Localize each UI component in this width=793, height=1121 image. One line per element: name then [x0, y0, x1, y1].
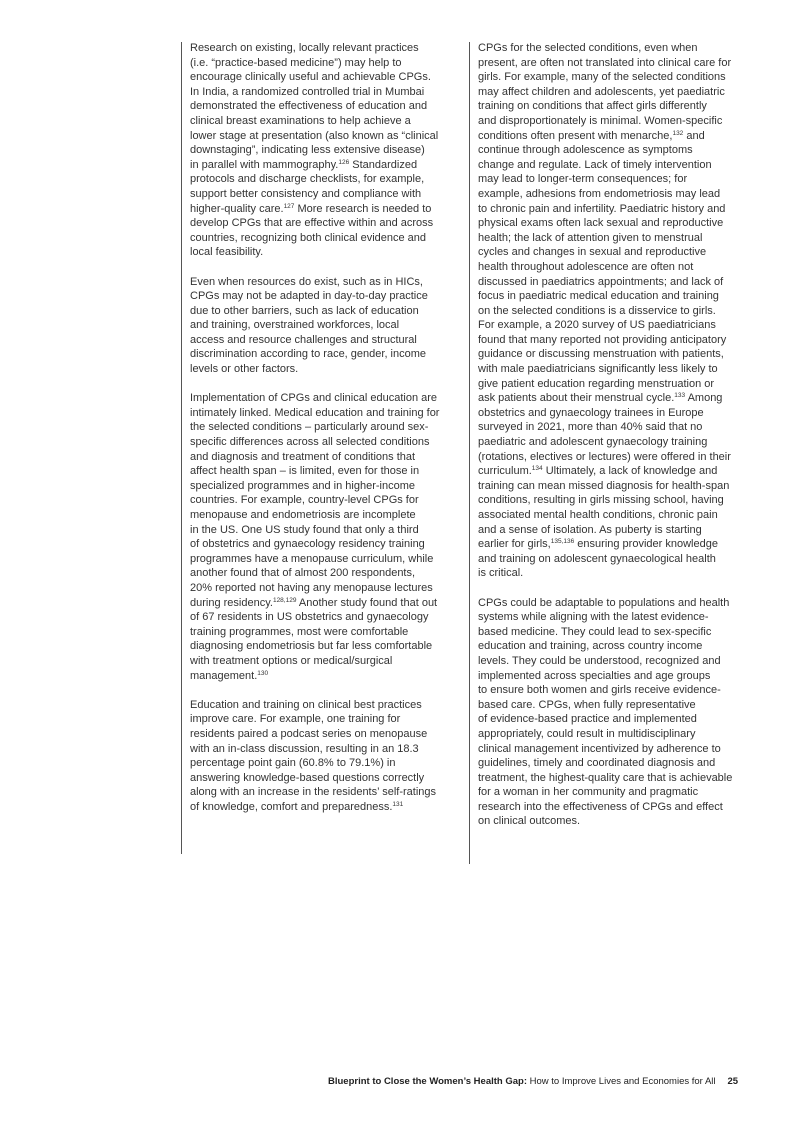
page-footer	[328, 1076, 738, 1087]
text-line: residents paired a podcast series on menopause	[190, 727, 428, 740]
footnote-reference: 134	[531, 465, 543, 473]
footer-title-rest: How to Improve Lives and Economies for All	[527, 1076, 716, 1087]
text-line: physical exams often lack sexual and reproductive	[478, 217, 724, 230]
text-line: intimately linked. Medical education and training for	[190, 406, 440, 419]
text-line: is critical.	[478, 567, 524, 580]
text-line: and diagnosis and treatment of conditions that	[190, 450, 416, 463]
text-line	[190, 158, 475, 173]
paragraph	[190, 41, 475, 260]
text-segment: in parallel with mammography.	[190, 158, 339, 171]
text-line: Research on existing, locally relevant practices	[190, 42, 419, 54]
text-line: Implementation of CPGs and clinical education are	[190, 392, 438, 405]
text-line: programmes have a menopause curriculum, while	[190, 552, 434, 565]
text-line: and training on adolescent gynaecological health	[478, 552, 716, 565]
text-line: discussed in paediatrics appointments; and lack of	[478, 275, 724, 288]
left-column	[190, 41, 475, 829]
text-line: and training, overstrained workforces, local	[190, 319, 400, 332]
text-segment: higher-quality care.	[190, 202, 284, 215]
text-segment: earlier for girls,	[478, 538, 551, 551]
text-line: In India, a randomized controlled trial in Mumbai	[190, 85, 425, 98]
footer-title-bold: Blueprint to Close the Women’s Health Gap:	[328, 1076, 527, 1087]
text-segment: management.	[190, 669, 258, 682]
text-line: guidelines, timely and coordinated diagnosis and	[478, 757, 716, 770]
text-line: due to other barriers, such as lack of education	[190, 304, 419, 317]
text-line	[478, 464, 768, 479]
text-line	[478, 537, 768, 552]
paragraph	[190, 391, 475, 683]
paragraph	[190, 698, 475, 815]
footnote-reference: 133	[674, 392, 686, 400]
text-line: health; the lack of attention given to menstrual	[478, 231, 703, 244]
text-line: may lead to longer-term consequences; for	[478, 173, 688, 186]
text-line: discrimination according to race, gender, income	[190, 348, 427, 361]
text-line: menopause and endometriosis are incomplete	[190, 509, 416, 521]
text-line: continue through adolescence as symptoms	[478, 144, 693, 157]
text-line: CPGs may not be adapted in day-to-day practice	[190, 290, 428, 303]
text-line: CPGs for the selected conditions, even when	[478, 42, 698, 54]
text-line: training programmes, most were comfortable	[190, 625, 409, 638]
text-line: diagnosing endometriosis but far less comfortable	[190, 640, 433, 653]
text-line: clinical breast examinations to help achieve a	[190, 114, 411, 127]
left-column-rule	[181, 42, 182, 854]
text-segment: Standardized	[349, 158, 418, 171]
text-line: countries, recognizing both clinical evidence and	[190, 231, 427, 244]
text-line: associated mental health conditions, chronic pain	[478, 509, 718, 521]
text-line: downstaging”, indicating less extensive disease)	[190, 144, 425, 157]
text-line: treatment, the highest-quality care that is achievable	[478, 771, 733, 784]
page-number: 25	[727, 1076, 739, 1087]
text-line: of 67 residents in US obstetrics and gynaecology	[190, 611, 429, 624]
text-segment: conditions often present with menarche,	[478, 129, 673, 142]
text-segment: ask patients about their menstrual cycle.	[478, 392, 675, 405]
right-column	[478, 41, 768, 844]
text-line: answering knowledge-based questions correctly	[190, 771, 425, 784]
text-line: Education and training on clinical best practices	[190, 698, 422, 711]
text-line: another found that of almost 200 respondents,	[190, 567, 416, 580]
text-line: with treatment options or medical/surgical	[190, 654, 393, 667]
text-line: health throughout adolescence are often not	[478, 260, 694, 273]
paragraph	[478, 596, 768, 830]
text-line: give patient education regarding menstruation or	[478, 377, 715, 390]
text-line: specific differences across all selected conditions	[190, 436, 430, 449]
text-line: demonstrated the effectiveness of education and	[190, 100, 428, 113]
text-line: training can mean missed diagnosis for health-span	[478, 479, 730, 492]
text-line: develop CPGs that are effective within and across	[190, 217, 434, 230]
text-line: example, adhesions from endometriosis may lead	[478, 187, 721, 200]
text-line: (i.e. “practice-based medicine”) may help to	[190, 56, 402, 69]
text-line: for a woman in her community and pragmatic	[478, 786, 699, 799]
paragraph	[190, 275, 475, 377]
footnote-reference: 132	[672, 129, 684, 137]
text-line: girls. For example, many of the selected conditions	[478, 71, 726, 84]
text-line	[190, 596, 475, 611]
footnote-reference: 135,136	[550, 538, 575, 546]
text-segment: during residency.	[190, 596, 273, 609]
text-line: levels or other factors.	[190, 363, 299, 376]
text-line: levels. They could be understood, recognized and	[478, 654, 721, 667]
text-line: to chronic pain and infertility. Paediatric history and	[478, 202, 726, 215]
text-line: in the US. One US study found that only a third	[190, 523, 419, 536]
text-line: systems while aligning with the latest evidence-	[478, 611, 709, 624]
text-segment: Among	[685, 392, 723, 405]
footnote-reference: 130	[257, 669, 269, 677]
text-line: present, are often not translated into clinical care for	[478, 56, 732, 69]
text-line: with an in-class discussion, resulting in an 18.3	[190, 742, 419, 755]
text-line: percentage point gain (60.8% to 79.1%) in	[190, 757, 396, 770]
footnote-reference: 127	[283, 202, 295, 210]
text-line	[478, 391, 768, 406]
footnote-reference: 128,129	[272, 596, 297, 604]
text-line: along with an increase in the residents’ self-ratings	[190, 786, 437, 799]
text-line: CPGs could be adaptable to populations and health	[478, 596, 730, 609]
text-line: guidance or discussing menstruation with patients,	[478, 348, 724, 361]
text-line: support better consistency and compliance with	[190, 187, 422, 200]
text-line: and disproportionately is minimal. Women-specific	[478, 114, 723, 127]
text-line: change and regulate. Lack of timely intervention	[478, 158, 712, 171]
text-line: surveyed in 2021, more than 40% said that no	[478, 421, 703, 434]
text-line	[190, 800, 475, 815]
text-line: based medicine. They could lead to sex-specific	[478, 625, 712, 638]
text-line: education and training, across country income	[478, 640, 703, 653]
text-line: focus in paediatric medical education and training	[478, 290, 719, 303]
footnote-reference: 126	[338, 158, 350, 166]
text-line: For example, a 2020 survey of US paediatricians	[478, 319, 716, 332]
footnote-reference: 131	[392, 800, 404, 808]
text-line: local feasibility.	[190, 246, 264, 259]
paragraph	[478, 41, 768, 581]
text-line: may affect children and adolescents, yet paediatric	[478, 85, 725, 98]
text-line: improve care. For example, one training for	[190, 713, 401, 726]
text-line: countries. For example, country-level CPGs for	[190, 494, 419, 507]
text-line: found that many reported not providing anticipatory	[478, 333, 727, 346]
text-line: affect health span – is limited, even for those in	[190, 465, 420, 478]
text-line: conditions, resulting in girls missing school, having	[478, 494, 724, 507]
text-line	[190, 202, 475, 217]
text-line: on clinical outcomes.	[478, 815, 581, 828]
text-line: research into the effectiveness of CPGs and effect	[478, 800, 723, 813]
text-segment: Another study found that out	[296, 596, 438, 609]
text-line: training on conditions that affect girls differently	[478, 100, 707, 113]
text-line: with male paediatricians significantly less likely to	[478, 363, 718, 376]
text-line	[478, 129, 768, 144]
text-line: paediatric and adolescent gynaecology training	[478, 436, 708, 449]
text-line: based care. CPGs, when fully representative	[478, 698, 696, 711]
text-line: Even when resources do exist, such as in HICs,	[190, 275, 423, 288]
text-line: (rotations, electives or lectures) were offered in their	[478, 450, 731, 463]
text-line: appropriately, could result in multidisciplinary	[478, 727, 696, 740]
text-line: of evidence-based practice and implemented	[478, 713, 697, 726]
text-segment: of knowledge, comfort and preparedness.	[190, 800, 393, 813]
text-line: protocols and discharge checklists, for example,	[190, 173, 425, 186]
text-line: lower stage at presentation (also known as “clinical	[190, 129, 439, 142]
text-line: encourage clinically useful and achievable CPGs.	[190, 71, 431, 84]
text-line: cycles and changes in sexual and reproductive	[478, 246, 707, 259]
text-line: and a sense of isolation. As puberty is starting	[478, 523, 702, 536]
text-segment: ensuring provider knowledge	[574, 538, 718, 551]
text-line: on the selected conditions is a disservice to girls.	[478, 304, 716, 317]
text-line: clinical management incentivized by adherence to	[478, 742, 721, 755]
text-line: to ensure both women and girls receive evidence-	[478, 684, 721, 697]
text-segment: and	[683, 129, 705, 142]
text-line: implemented across specialties and age groups	[478, 669, 711, 682]
text-segment: curriculum.	[478, 465, 532, 478]
text-line	[190, 669, 475, 684]
text-line: obstetrics and gynaecology trainees in Europe	[478, 406, 704, 419]
text-line: specialized programmes and in higher-income	[190, 479, 416, 492]
text-segment: Ultimately, a lack of knowledge and	[542, 465, 718, 478]
text-line: 20% reported not having any menopause lectures	[190, 581, 433, 594]
text-line: the selected conditions – particularly around sex-	[190, 421, 429, 434]
text-line: access and resource challenges and structural	[190, 333, 417, 346]
text-line: of obstetrics and gynaecology residency training	[190, 538, 425, 551]
text-segment: More research is needed to	[294, 202, 432, 215]
